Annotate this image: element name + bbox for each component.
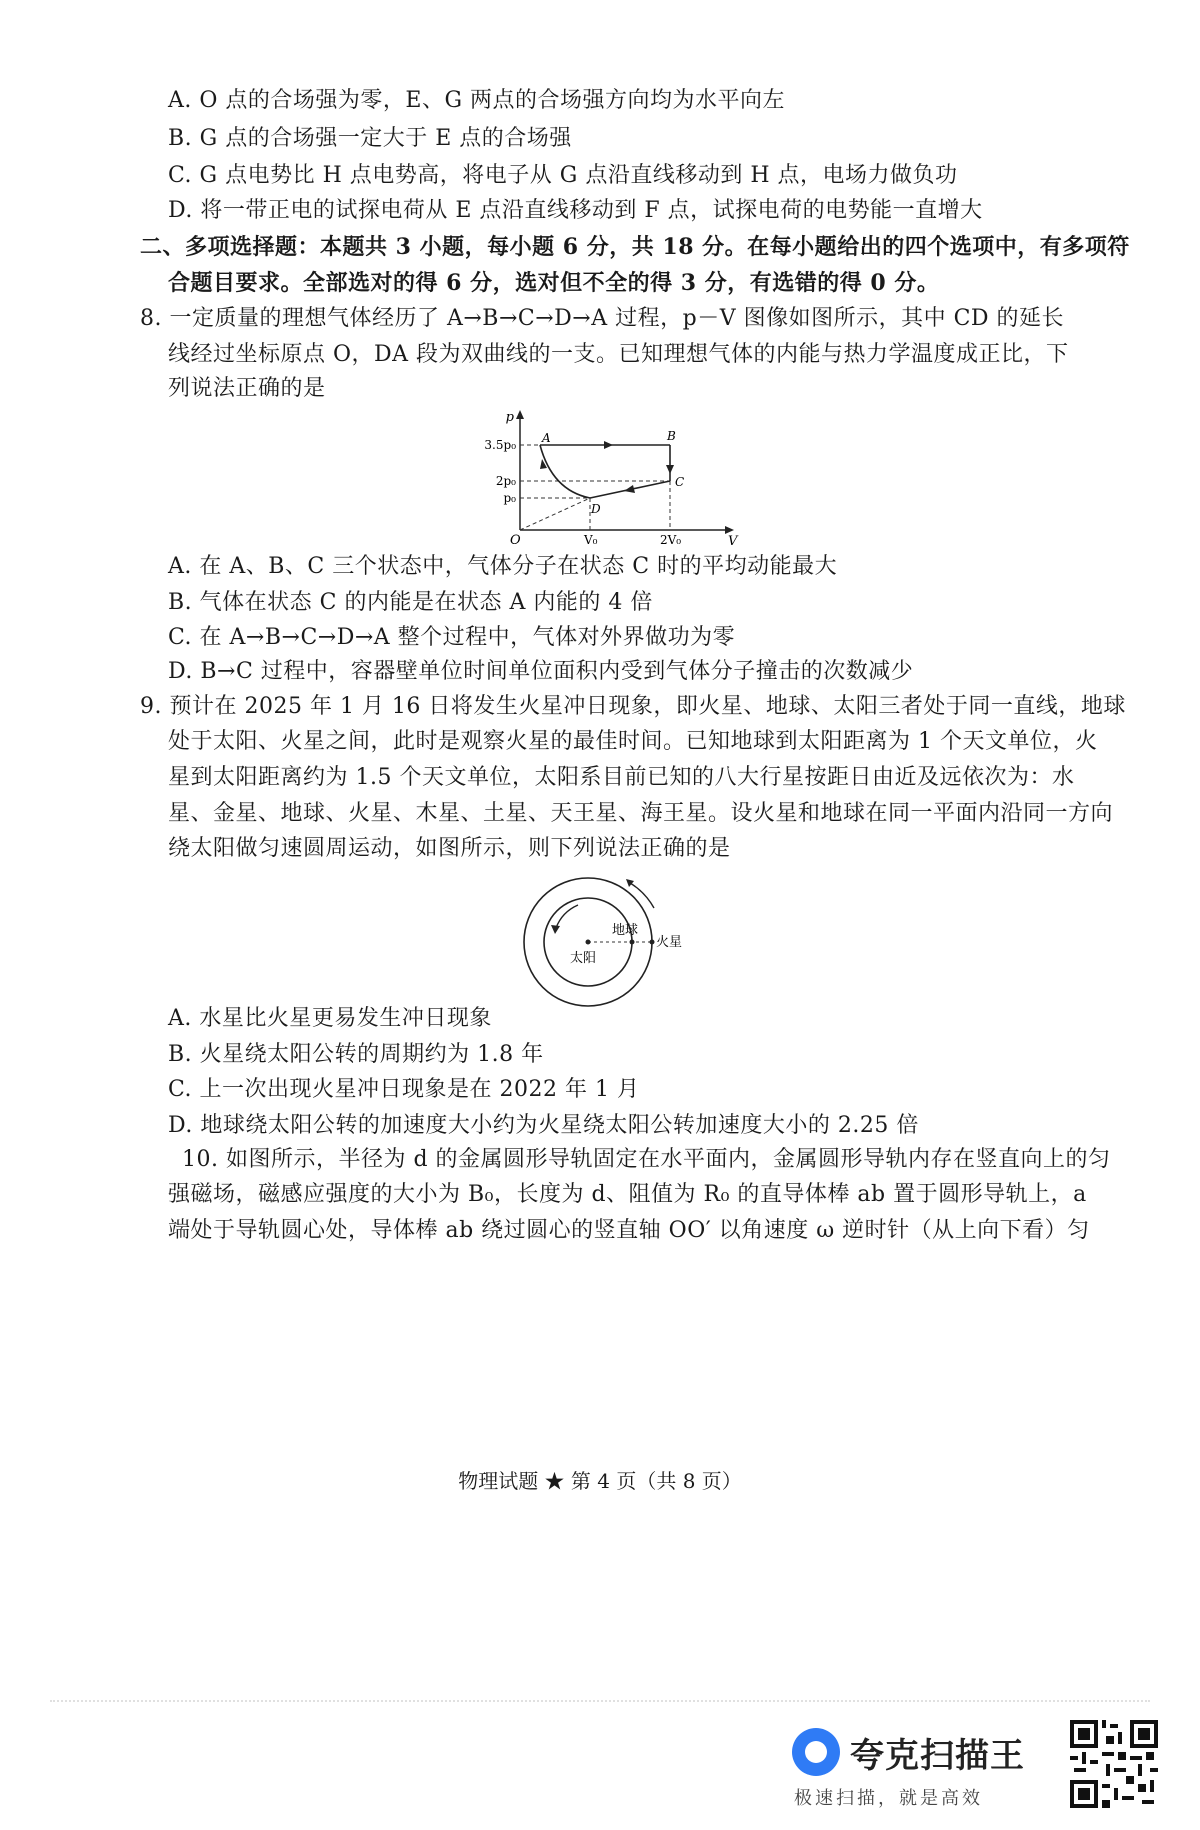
q7-option-d: D. 将一带正电的试探电荷从 E 点沿直线移动到 F 点，试探电荷的电势能一直增大 <box>168 198 983 223</box>
mars-label: 火星 <box>656 935 683 950</box>
point-a-label: A <box>542 431 551 445</box>
q9-stem-line5: 绕太阳做匀速圆周运动，如图所示，则下列说法正确的是 <box>168 836 731 861</box>
q8-option-a: A. 在 A、B、C 三个状态中，气体分子在状态 C 时的平均动能最大 <box>168 554 838 579</box>
axis-p-label: p <box>505 410 514 425</box>
page-footer: 物理试题 ★ 第 4 页（共 8 页） <box>458 1469 742 1493</box>
q8-option-d: D. B→C 过程中，容器壁单位时间单位面积内受到气体分子撞击的次数减少 <box>168 659 914 684</box>
qr-code-icon <box>1070 1720 1158 1808</box>
scan-divider <box>50 1700 1150 1702</box>
q9-option-b: B. 火星绕太阳公转的周期约为 1.8 年 <box>168 1042 544 1067</box>
q9-stem-line2: 处于太阳、火星之间，此时是观察火星的最佳时间。已知地球到太阳距离为 1 个天文单位，火 <box>168 729 1098 754</box>
tick-v0: V₀ <box>584 533 598 545</box>
point-b-label: B <box>667 429 676 443</box>
q8-stem-line1: 8. 一定质量的理想气体经历了 A→B→C→D→A 过程，p－V 图像如图所示，其中 CD 的延长 <box>140 306 1065 331</box>
q9-orbit-diagram <box>520 870 690 1015</box>
origin-label: O <box>510 533 521 545</box>
tick-3-5p0: 3.5p₀ <box>484 438 516 452</box>
tick-2v0: 2V₀ <box>660 533 682 545</box>
point-d-label: D <box>591 502 601 516</box>
section2-heading: 二、多项选择题：本题共 3 小题，每小题 6 分，共 18 分。在每小题给出的四个选项中，有多项符 <box>140 234 1130 260</box>
q9-option-d: D. 地球绕太阳公转的加速度大小约为火星绕太阳公转加速度大小的 2.25 倍 <box>168 1113 919 1138</box>
q8-option-c: C. 在 A→B→C→D→A 整个过程中，气体对外界做功为零 <box>168 625 736 650</box>
earth-label: 地球 <box>612 923 639 938</box>
scanner-name: 夸克扫描王 <box>850 1736 1025 1776</box>
q8-stem-line3: 列说法正确的是 <box>168 376 326 401</box>
sun-dot <box>586 940 591 945</box>
q8-pv-diagram <box>470 405 740 545</box>
q9-stem-line1: 9. 预计在 2025 年 1 月 16 日将发生火星冲日现象，即火星、地球、太阳三者处于同一直线，地球 <box>140 694 1126 719</box>
tick-p0: p₀ <box>503 491 516 505</box>
q8-option-b: B. 气体在状态 C 的内能是在状态 A 内能的 4 倍 <box>168 590 653 615</box>
scanner-slogan: 极速扫描，就是高效 <box>794 1788 983 1809</box>
section2-heading-line2: 合题目要求。全部选对的得 6 分，选对但不全的得 3 分，有选错的得 0 分。 <box>168 270 940 296</box>
q7-option-c: C. G 点电势比 H 点电势高，将电子从 G 点沿直线移动到 H 点，电场力做负功 <box>168 163 958 188</box>
tick-2p0: 2p₀ <box>495 474 516 488</box>
axis-v-label: V <box>728 534 738 545</box>
q7-option-a: A. O 点的合场强为零，E、G 两点的合场强方向均为水平向左 <box>168 88 786 113</box>
q7-option-b: B. G 点的合场强一定大于 E 点的合场强 <box>168 126 572 151</box>
q8-stem-line2: 线经过坐标原点 O，DA 段为双曲线的一支。已知理想气体的内能与热力学温度成正比，下 <box>168 342 1069 367</box>
earth-dot <box>630 940 635 945</box>
point-c-label: C <box>675 475 685 489</box>
q9-option-a: A. 水星比火星更易发生冲日现象 <box>168 1006 492 1031</box>
segment-da <box>540 445 590 498</box>
scanner-logo-icon <box>792 1728 840 1776</box>
mars-dot <box>650 940 655 945</box>
q10-stem-line2: 强磁场，磁感应强度的大小为 B₀，长度为 d、阻值为 R₀ 的直导体棒 ab 置于圆形导轨上，a <box>168 1182 1087 1207</box>
q10-stem-line3: 端处于导轨圆心处，导体棒 ab 绕过圆心的竖直轴 OO′ 以角速度 ω 逆时针（从上向下看）匀 <box>168 1218 1090 1243</box>
q10-stem-line1: 10. 如图所示，半径为 d 的金属圆形导轨固定在水平面内，金属圆形导轨内存在竖直向上的匀 <box>182 1147 1111 1172</box>
mars-direction-arrow <box>630 883 654 908</box>
q9-option-c: C. 上一次出现火星冲日现象是在 2022 年 1 月 <box>168 1077 640 1102</box>
scanner-watermark <box>792 1720 1162 1810</box>
sun-label: 太阳 <box>570 951 597 966</box>
q9-stem-line3: 星到太阳距离约为 1.5 个天文单位，太阳系目前已知的八大行星按距日由近及远依次为：水 <box>168 765 1075 790</box>
q9-stem-line4: 星、金星、地球、火星、木星、土星、天王星、海王星。设火星和地球在同一平面内沿同一方向 <box>168 801 1114 826</box>
